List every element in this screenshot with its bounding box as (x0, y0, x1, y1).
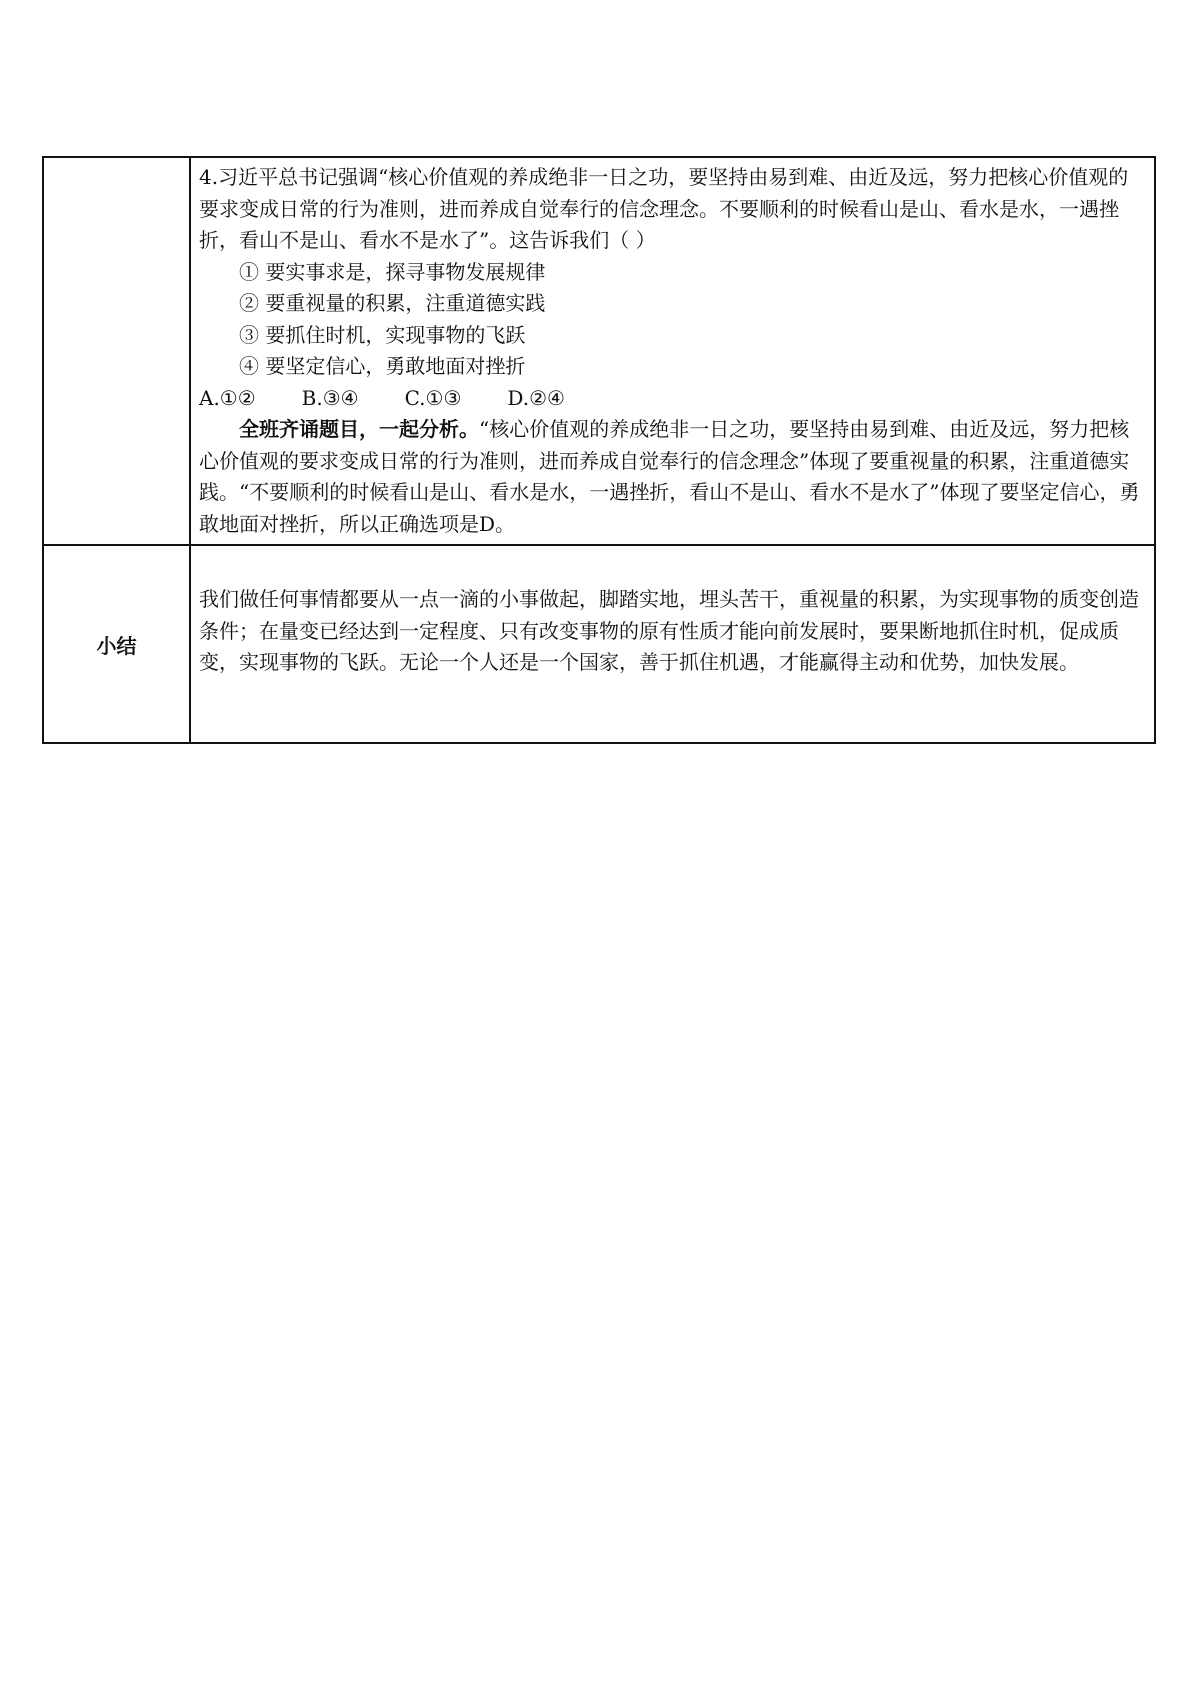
analysis-body: “核心价值观的养成绝非一日之功，要坚持由易到难、由近及远，努力把核心价值观的要求变成日常的行为准则，进而养成自觉奉行的信念理念”体现了要重视量的积累，注重道德实践。“不要顺利的时候看山是山、看水是水，一遇挫折，看山不是山、看水不是水了”体现了要坚定信心，勇敢地面对挫折，所以正确选项是D。 (199, 417, 1140, 536)
summary-label: 小结 (96, 633, 137, 658)
analysis-paragraph (199, 414, 1146, 540)
question-label-cell (43, 157, 190, 545)
option-2: ② 要重视量的积累，注重道德实践 (239, 291, 546, 315)
question-stem: 4.习近平总书记强调“核心价值观的养成绝非一日之功，要坚持由易到难、由近及远，努力把核心价值观的要求变成日常的行为准则，进而养成自觉奉行的信念理念。不要顺利的时候看山是山、看水是水，一遇挫折，看山不是山、看水不是水了”。这告诉我们（ ） (199, 165, 1129, 252)
lesson-table (42, 156, 1156, 744)
summary-cell (190, 545, 1155, 743)
summary-label-cell (43, 545, 190, 743)
answer-b: B.③④ (301, 385, 359, 410)
summary-text: 我们做任何事情都要从一点一滴的小事做起，脚踏实地，埋头苦干，重视量的积累，为实现事物的质变创造条件；在量变已经达到一定程度、只有改变事物的原有性质才能向前发展时，要果断地抓住时机，促成质变，实现事物的飞跃。无论一个人还是一个国家，善于抓住机遇，才能赢得主动和优势，加快发展。 (199, 587, 1139, 674)
option-3: ③ 要抓住时机，实现事物的飞跃 (239, 322, 526, 347)
answer-d: D.②④ (507, 385, 565, 410)
question-cell (190, 157, 1155, 545)
answer-choices (199, 383, 1146, 415)
answer-c: C.①③ (404, 385, 462, 410)
question-row (43, 157, 1155, 545)
analysis-lead: 全班齐诵题目，一起分析。 (239, 417, 479, 441)
option-4: ④ 要坚定信心，勇敢地面对挫折 (239, 354, 526, 378)
answer-a: A.①② (199, 385, 256, 410)
option-1: ① 要实事求是，探寻事物发展规律 (239, 259, 546, 284)
summary-row (43, 545, 1155, 743)
